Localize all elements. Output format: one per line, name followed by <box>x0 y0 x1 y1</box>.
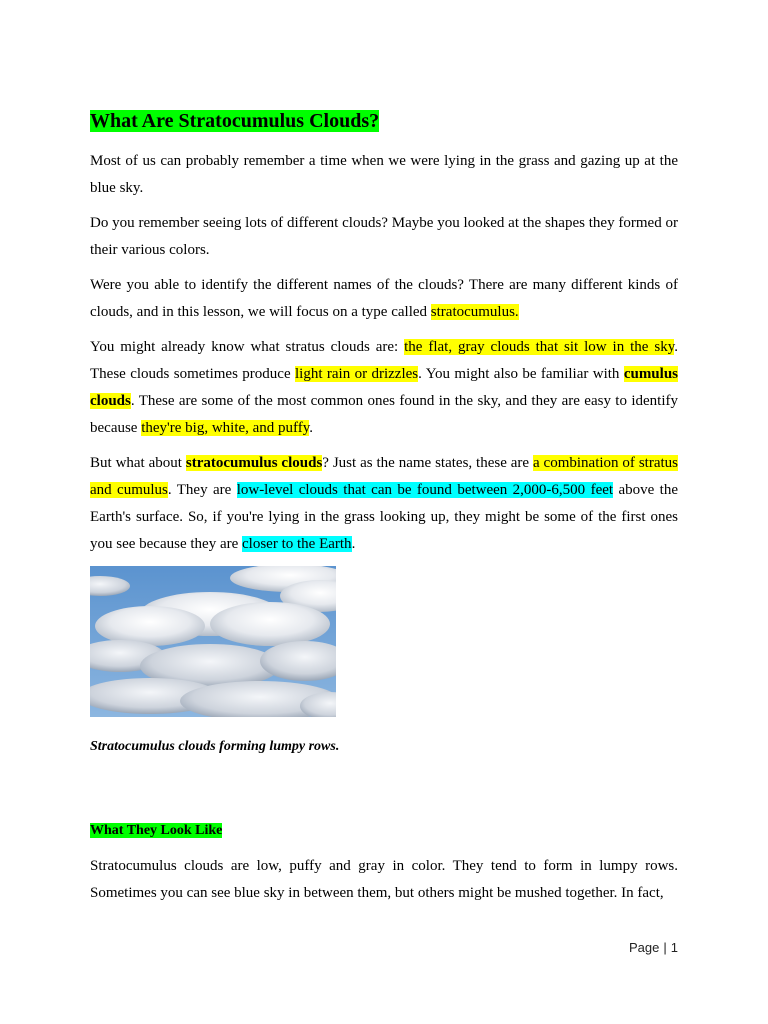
text-run: You might already know what stratus clouds are: <box>90 339 405 355</box>
page-footer <box>629 940 678 955</box>
cloud-photo <box>90 566 336 717</box>
highlight-cyan: low-level clouds that can be found between 2,000-6,500 feet <box>236 482 614 498</box>
page-title <box>90 108 678 134</box>
highlight-yellow: a combination of stratus and cumulus <box>90 455 678 498</box>
paragraph-6: Stratocumulus clouds are low, puffy and gray in color. They tend to form in lumpy rows. Sometimes you can see blue sky in between them, but others might be mushed together. In fact, <box>90 858 678 901</box>
text-run: . These are some of the most common ones found in the sky, and they are easy to identify because <box>90 393 678 436</box>
highlight-cyan: closer to the Earth <box>242 536 352 552</box>
image-caption: Stratocumulus clouds forming lumpy rows. <box>90 739 340 754</box>
highlight-yellow: they're big, white, and puffy <box>141 420 310 436</box>
page-label: Page <box>629 940 660 955</box>
paragraph-4 <box>90 334 678 442</box>
page-number: 1 <box>670 940 678 955</box>
document-body <box>90 108 678 915</box>
page-title-text: What Are Stratocumulus Clouds? <box>90 110 380 132</box>
highlight-yellow: stratocumulus. <box>430 304 519 320</box>
section-heading <box>90 821 678 841</box>
text-run: . These clouds sometimes produce <box>90 339 678 382</box>
cloud-photo-image <box>90 566 336 717</box>
text-run: above the Earth's surface. So, if you're lying in the grass looking up, they might be some of the first ones you see because they are <box>90 482 678 552</box>
paragraph-1: Most of us can probably remember a time when we were lying in the grass and gazing up at the blue sky. <box>90 153 678 196</box>
paragraph-5 <box>90 450 678 558</box>
highlight-yellow-bold: stratocumulus clouds <box>185 455 323 471</box>
paragraph-2: Do you remember seeing lots of different clouds? Maybe you looked at the shapes they formed or their various colors. <box>90 215 678 258</box>
paragraph-3 <box>90 272 678 326</box>
text-run: . <box>351 536 356 552</box>
text-run: . <box>309 420 314 436</box>
highlight-yellow: light rain or drizzles <box>295 366 419 382</box>
text-run: ? Just as the name states, these are <box>322 455 533 471</box>
section-heading-text: What They Look Like <box>90 823 223 838</box>
text-run: Were you able to identify the different names of the clouds? There are many different kinds of clouds, and in this lesson, we will focus on a type called <box>90 277 678 320</box>
highlight-yellow-bold: cumulus clouds <box>90 366 678 409</box>
highlight-yellow: the flat, gray clouds that sit low in the sky <box>404 339 675 355</box>
text-run: But what about <box>90 455 186 471</box>
text-run: . You might also be familiar with <box>418 366 624 382</box>
page-separator: | <box>663 940 667 955</box>
text-run: . They are <box>167 482 237 498</box>
